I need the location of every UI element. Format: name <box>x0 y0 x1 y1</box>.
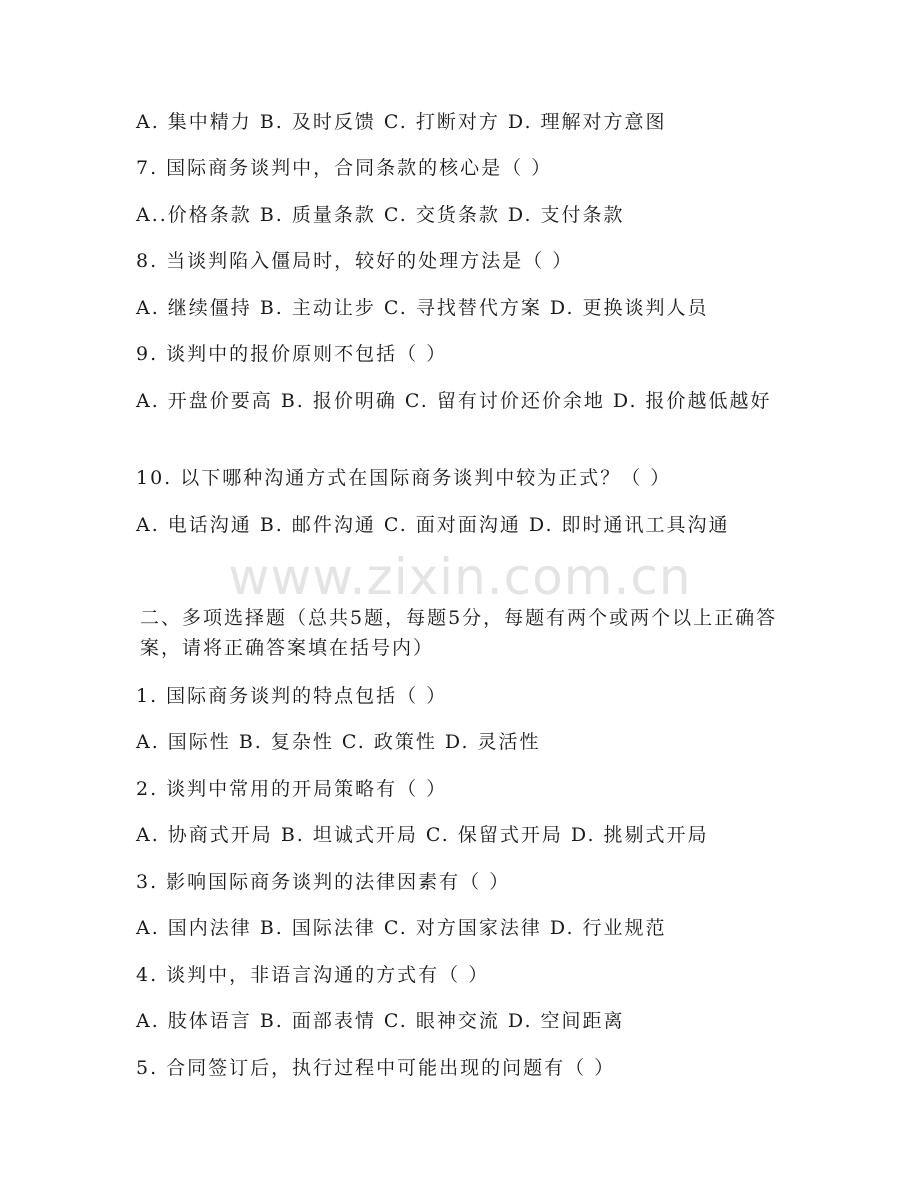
options-line-q8: A. 继续僵持 B. 主动让步 C. 寻找替代方案 D. 更换谈判人员 <box>136 297 709 319</box>
section-heading-multiple-choice: 二、多项选择题（总共5题，每题5分，每题有两个或两个以上正确答案，请将正确答案填在括号内） <box>140 607 778 659</box>
question-10: 10. 以下哪种沟通方式在国际商务谈判中较为正式？（ ） <box>136 467 672 489</box>
watermark: www.zixin.com.cn <box>228 548 692 606</box>
mc-question-2: 2. 谈判中常用的开局策略有（ ） <box>136 778 448 800</box>
options-line-q7: A..价格条款 B. 质量条款 C. 交货条款 D. 支付条款 <box>136 204 625 226</box>
question-8: 8. 当谈判陷入僵局时，较好的处理方法是（ ） <box>136 250 574 272</box>
options-line-q9: A. 开盘价要高 B. 报价明确 C. 留有讨价还价余地 D. 报价越低越好 <box>136 390 772 412</box>
mc-question-1: 1. 国际商务谈判的特点包括（ ） <box>136 685 448 707</box>
mc-question-5: 5. 合同签订后，执行过程中可能出现的问题有（ ） <box>136 1057 616 1079</box>
mc-options-line-3: A. 国内法律 B. 国际法律 C. 对方国家法律 D. 行业规范 <box>136 917 667 939</box>
mc-question-3: 3. 影响国际商务谈判的法律因素有（ ） <box>136 871 511 893</box>
mc-options-line-2: A. 协商式开局 B. 坦诚式开局 C. 保留式开局 D. 挑剔式开局 <box>136 824 709 846</box>
mc-options-line-1: A. 国际性 B. 复杂性 C. 政策性 D. 灵活性 <box>136 731 541 753</box>
options-line-q6: A. 集中精力 B. 及时反馈 C. 打断对方 D. 理解对方意图 <box>136 111 667 133</box>
mc-options-line-4: A. 肢体语言 B. 面部表情 C. 眼神交流 D. 空间距离 <box>136 1010 625 1032</box>
mc-question-4: 4. 谈判中，非语言沟通的方式有（ ） <box>136 964 490 986</box>
question-7: 7. 国际商务谈判中，合同条款的核心是（ ） <box>136 157 553 179</box>
question-9: 9. 谈判中的报价原则不包括（ ） <box>136 343 448 365</box>
options-line-q10: A. 电话沟通 B. 邮件沟通 C. 面对面沟通 D. 即时通讯工具沟通 <box>136 514 730 536</box>
